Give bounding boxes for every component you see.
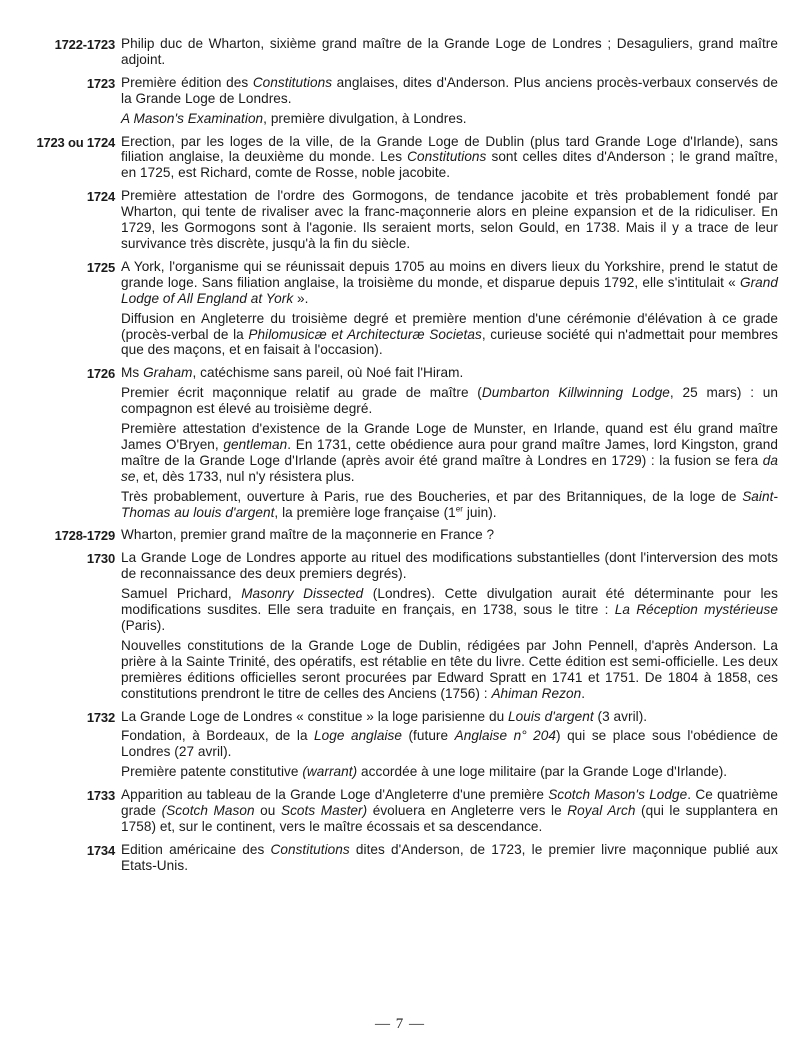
- entry-year: 1723 ou 1724: [36, 134, 115, 150]
- entry-year: 1728-1729: [54, 528, 115, 544]
- entry-paragraph: Première attestation d'existence de la Grande Loge de Munster, en Irlande, quand est élu grand maître James O'Bryen, gentleman. En 1731, cette obédience aura pour grand maître James, lord Kingston, grand maître de la Grande Loge d'Irlande (après avoir été grand maître à Londres en 1729) : la fusion se fera da se, et, dès 1733, nul n'y résistera plus.: [121, 421, 778, 484]
- document-body: [0, 36, 800, 881]
- entry-paragraph: Fondation, à Bordeaux, de la Loge anglaise (future Anglaise n° 204) qui se place sous l'obédience de Londres (27 avril).: [121, 728, 778, 760]
- page-number: — 7 —: [375, 1016, 425, 1032]
- entry-paragraph: Diffusion en Angleterre du troisième degré et première mention d'une cérémonie d'élévation à ce grade (procès-verbal de la Philomusicæ et Architecturæ Societas, curieuse société qui n'admettait pour membres que des maçons, et en faisait à l'occasion).: [121, 310, 778, 358]
- entry-paragraph: Très probablement, ouverture à Paris, rue des Boucheries, et par des Britanniques, de la loge de Saint-Thomas au louis d'argent, la première loge française (1er juin).: [121, 488, 778, 520]
- entry-paragraph: Philip duc de Wharton, sixième grand maître de la Grande Loge de Londres ; Desaguliers, grand maître adjoint.: [121, 36, 778, 67]
- entry-year: 1726: [86, 366, 115, 382]
- entry-paragraph: Première attestation de l'ordre des Gormogons, de tendance jacobite et très probablement fondé par Wharton, qui tente de rivaliser avec la franc-maçonnerie alors en pleine expansion et de la ridiculiser. En 1729, les Gormogons sont à l'agonie. Ils seraient morts, selon Gould, en 1738. Mais il y a trace de leur survivance très discrète, jusqu'à la fin du siècle.: [121, 188, 778, 251]
- entry-paragraph: Samuel Prichard, Masonry Dissected (Londres). Cette divulgation aurait été déterminante pour les modifications susdites. Elle sera traduite en français, en 1738, sous le titre : La Réception mystérieuse (Paris).: [121, 586, 779, 633]
- entry-year: 1732: [86, 709, 115, 725]
- chronology-entry: [0, 527, 800, 543]
- entry-paragraph: Premier écrit maçonnique relatif au grade de maître (Dumbarton Killwinning Lodge, 25 mars) : un compagnon est élevé au troisième degré.: [121, 385, 778, 417]
- entry-paragraph: Edition américaine des Constitutions dites d'Anderson, de 1723, le premier livre maçonnique publié aux Etats-Unis.: [121, 841, 779, 873]
- entry-paragraph: Apparition au tableau de la Grande Loge d'Angleterre d'une première Scotch Mason's Lodge. Ce quatrième grade (Scotch Mason ou Scots Master) évoluera en Angleterre vers le Royal Arch (qui le supplantera en 1758) et, sur le continent, vers le maître écossais et sa descendance.: [121, 787, 779, 834]
- chronology-entry: [0, 134, 800, 182]
- entry-paragraph: Ms Graham, catéchisme sans pareil, où Noé fait l'Hiram.: [121, 365, 464, 381]
- entry-paragraph: A York, l'organisme qui se réunissait depuis 1705 au moins en divers lieux du Yorkshire, prend le statut de grande loge. Sans filiation anglaise, la troisième du monde, et disparue depuis 1792, elle s'intitulait « Grand Lodge of All England at York ».: [121, 258, 778, 306]
- chronology-entry: [0, 550, 800, 701]
- entry-year: 1730: [86, 551, 115, 567]
- entry-paragraph: Première patente constitutive (warrant) accordée à une loge militaire (par la Grande Loge d'Irlande).: [121, 764, 728, 780]
- entry-year: 1733: [86, 788, 115, 804]
- chronology-entry: [0, 75, 800, 127]
- entry-paragraph: Première édition des Constitutions anglaises, dites d'Anderson. Plus anciens procès-verbaux conservés de la Grande Loge de Londres.: [121, 74, 778, 106]
- entry-year: 1725: [86, 259, 115, 275]
- entry-year: 1723: [86, 75, 115, 91]
- chronology-entry: [0, 365, 800, 520]
- entry-paragraph: Erection, par les loges de la ville, de la Grande Loge de Dublin (plus tard Grande Loge d'Irlande), sans filiation anglaise, la deuxième du monde. Les Constitutions sont celles dites d'Anderson ; le grand maître, en 1725, est Richard, comte de Rosse, noble jacobite.: [121, 133, 778, 181]
- chronology-entry: [0, 188, 800, 252]
- entry-year: 1724: [86, 189, 115, 205]
- entry-paragraph: Wharton, premier grand maître de la maçonnerie en France ?: [121, 527, 495, 543]
- chronology-entry: [0, 259, 800, 358]
- entry-paragraph: La Grande Loge de Londres apporte au rituel des modifications substantielles (dont l'interversion des mots de reconnaissance des deux premiers degrés).: [121, 550, 778, 582]
- chronology-entry: [0, 709, 800, 781]
- chronology-entry: [0, 842, 800, 874]
- entry-year: 1722-1723: [54, 37, 115, 52]
- chronology-entry: [0, 36, 800, 68]
- entry-paragraph: A Mason's Examination, première divulgation, à Londres.: [121, 110, 467, 126]
- chronology-entry: [0, 787, 800, 835]
- entry-paragraph: La Grande Loge de Londres « constitue » la loge parisienne du Louis d'argent (3 avril).: [121, 708, 648, 724]
- entry-paragraph: Nouvelles constitutions de la Grande Loge de Dublin, rédigées par John Pennell, d'après Anderson. La prière à la Sainte Trinité, des opératifs, est rétablie en tête du livre. Cette édition est semi-officielle. Les deux premières éditions officielles seront procurées par Edward Spratt en 1741 et 1751. De 1804 à 1858, ces constitutions prendront le titre de celles des Anciens (1756) : Ahiman Rezon.: [121, 637, 778, 701]
- entry-year: 1734: [86, 842, 115, 858]
